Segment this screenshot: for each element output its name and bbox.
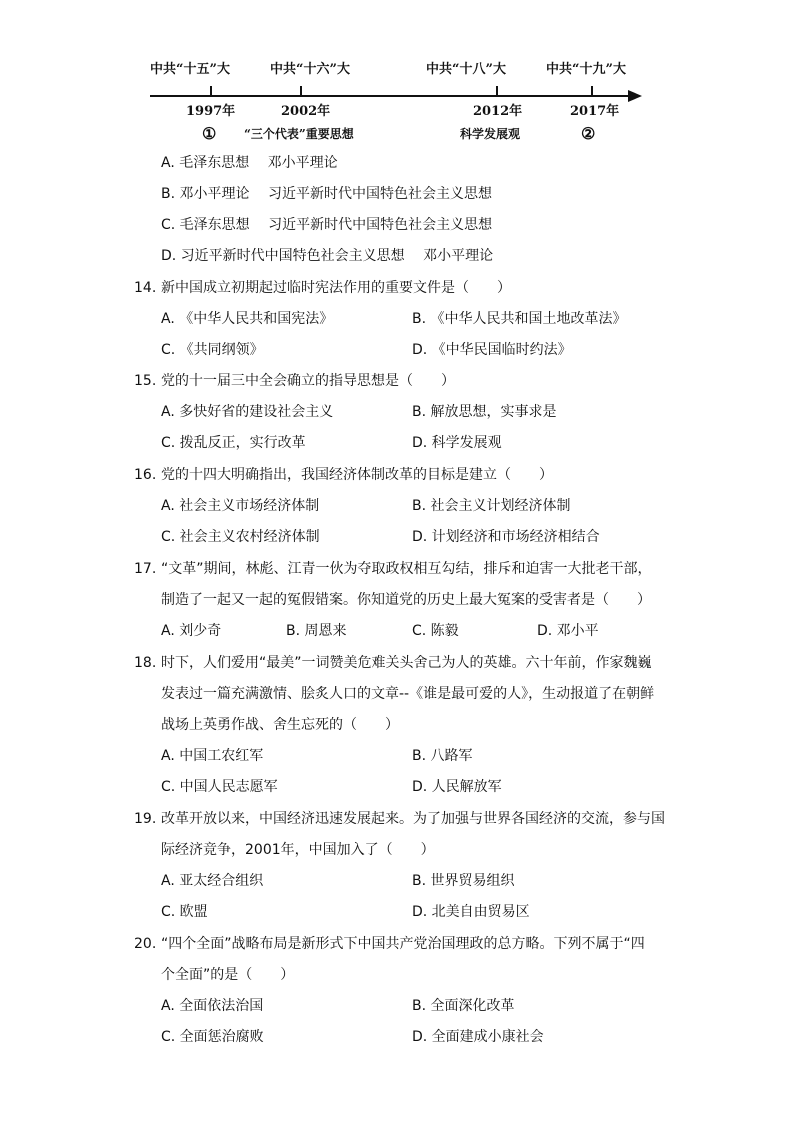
q17-option-c: C. 陈毅 (412, 623, 459, 639)
q14-number: 14. (134, 280, 157, 296)
q17-stem-line-2: 制造了一起又一起的冤假错案。你知道党的历史上最大冤案的受害者是（ ） (161, 592, 651, 608)
timeline-year-1997: 1997年 (186, 104, 236, 119)
timeline-theory-scientific-outlook: 科学发展观 (460, 127, 521, 141)
q14-option-a: A. 《中华人民共和国宪法》 (161, 311, 334, 327)
q15-number: 15. (134, 373, 157, 389)
timeline-meeting-16: 中共“十六”大 (270, 62, 350, 77)
q15-option-d: D. 科学发展观 (412, 435, 502, 451)
q13-option-a: A. 毛泽东思想 邓小平理论 (161, 155, 338, 171)
q16-stem: 党的十四大明确指出，我国经济体制改革的目标是建立（ ） (161, 467, 553, 483)
q16-option-c: C. 社会主义农村经济体制 (161, 529, 320, 545)
q18-stem-line-2: 发表过一篇充满激情、脍炙人口的文章--《谁是最可爱的人》，生动报道了在朝鲜 (161, 686, 655, 702)
timeline-tick (591, 86, 593, 96)
q20-option-d: D. 全面建成小康社会 (412, 1029, 544, 1045)
q20-stem-line-1: “四个全面”战略布局是新形式下中国共产党治国理政的总方略。下列不属于“四 (161, 936, 645, 952)
q13-option-b: B. 邓小平理论 习近平新时代中国特色社会主义思想 (161, 186, 492, 202)
q20-option-c: C. 全面惩治腐败 (161, 1029, 264, 1045)
q20-stem-line-2: 个全面”的是（ ） (161, 967, 295, 983)
timeline-blank-2: ② (581, 124, 596, 143)
timeline-tick (496, 86, 498, 96)
timeline-theory-three-represents: “三个代表”重要思想 (244, 127, 354, 141)
q20-option-a: A. 全面依法治国 (161, 998, 264, 1014)
q17-number: 17. (134, 561, 157, 577)
timeline-meeting-18: 中共“十八”大 (426, 62, 506, 77)
q15-option-b: B. 解放思想，实事求是 (412, 404, 557, 420)
q17-option-b: B. 周恩来 (286, 623, 347, 639)
timeline-year-2012: 2012年 (473, 104, 523, 119)
q13-option-c: C. 毛泽东思想 习近平新时代中国特色社会主义思想 (161, 217, 493, 233)
q15-stem: 党的十一届三中全会确立的指导思想是（ ） (161, 373, 455, 389)
q16-option-a: A. 社会主义市场经济体制 (161, 498, 320, 514)
q16-option-b: B. 社会主义计划经济体制 (412, 498, 571, 514)
q19-stem-line-1: 改革开放以来，中国经济迅速发展起来。为了加强与世界各国经济的交流，参与国 (161, 811, 665, 827)
timeline-tick (300, 86, 302, 96)
timeline-axis (150, 95, 630, 97)
q15-option-c: C. 拨乱反正，实行改革 (161, 435, 306, 451)
timeline-year-2002: 2002年 (281, 104, 331, 119)
q19-stem-line-2: 际经济竞争，2001年，中国加入了（ ） (161, 842, 435, 858)
q18-stem-line-3: 战场上英勇作战、舍生忘死的（ ） (161, 717, 399, 733)
q18-option-c: C. 中国人民志愿军 (161, 779, 278, 795)
timeline-meeting-15: 中共“十五”大 (150, 62, 230, 77)
q15-option-a: A. 多快好省的建设社会主义 (161, 404, 334, 420)
q14-stem: 新中国成立初期起过临时宪法作用的重要文件是（ ） (161, 280, 511, 296)
timeline-blank-1: ① (202, 124, 217, 143)
q19-option-d: D. 北美自由贸易区 (412, 904, 530, 920)
timeline-arrow-icon (628, 90, 642, 102)
q18-stem-line-1: 时下，人们爱用“最美”一词赞美危难关头舍己为人的英雄。六十年前，作家魏巍 (161, 655, 652, 671)
q18-number: 18. (134, 655, 157, 671)
timeline-tick (210, 86, 212, 96)
q14-option-b: B. 《中华人民共和国土地改革法》 (412, 311, 627, 327)
q16-option-d: D. 计划经济和市场经济相结合 (412, 529, 600, 545)
q19-option-c: C. 欧盟 (161, 904, 208, 920)
q19-option-b: B. 世界贸易组织 (412, 873, 515, 889)
q14-option-d: D. 《中华民国临时约法》 (412, 342, 572, 358)
q13-option-d: D. 习近平新时代中国特色社会主义思想 邓小平理论 (161, 248, 494, 264)
q19-option-a: A. 亚太经合组织 (161, 873, 264, 889)
q14-option-c: C. 《共同纲领》 (161, 342, 264, 358)
timeline-meeting-19: 中共“十九”大 (546, 62, 626, 77)
q17-option-a: A. 刘少奇 (161, 623, 222, 639)
timeline-year-2017: 2017年 (570, 104, 620, 119)
q18-option-a: A. 中国工农红军 (161, 748, 264, 764)
timeline-figure (140, 58, 660, 148)
q18-option-d: D. 人民解放军 (412, 779, 502, 795)
q20-option-b: B. 全面深化改革 (412, 998, 515, 1014)
q17-option-d: D. 邓小平 (537, 623, 599, 639)
q19-number: 19. (134, 811, 157, 827)
q16-number: 16. (134, 467, 157, 483)
q20-number: 20. (134, 936, 157, 952)
q17-stem-line-1: “文革”期间，林彪、江青一伙为夺取政权相互勾结，排斥和迫害一大批老干部， (161, 561, 652, 577)
q18-option-b: B. 八路军 (412, 748, 473, 764)
